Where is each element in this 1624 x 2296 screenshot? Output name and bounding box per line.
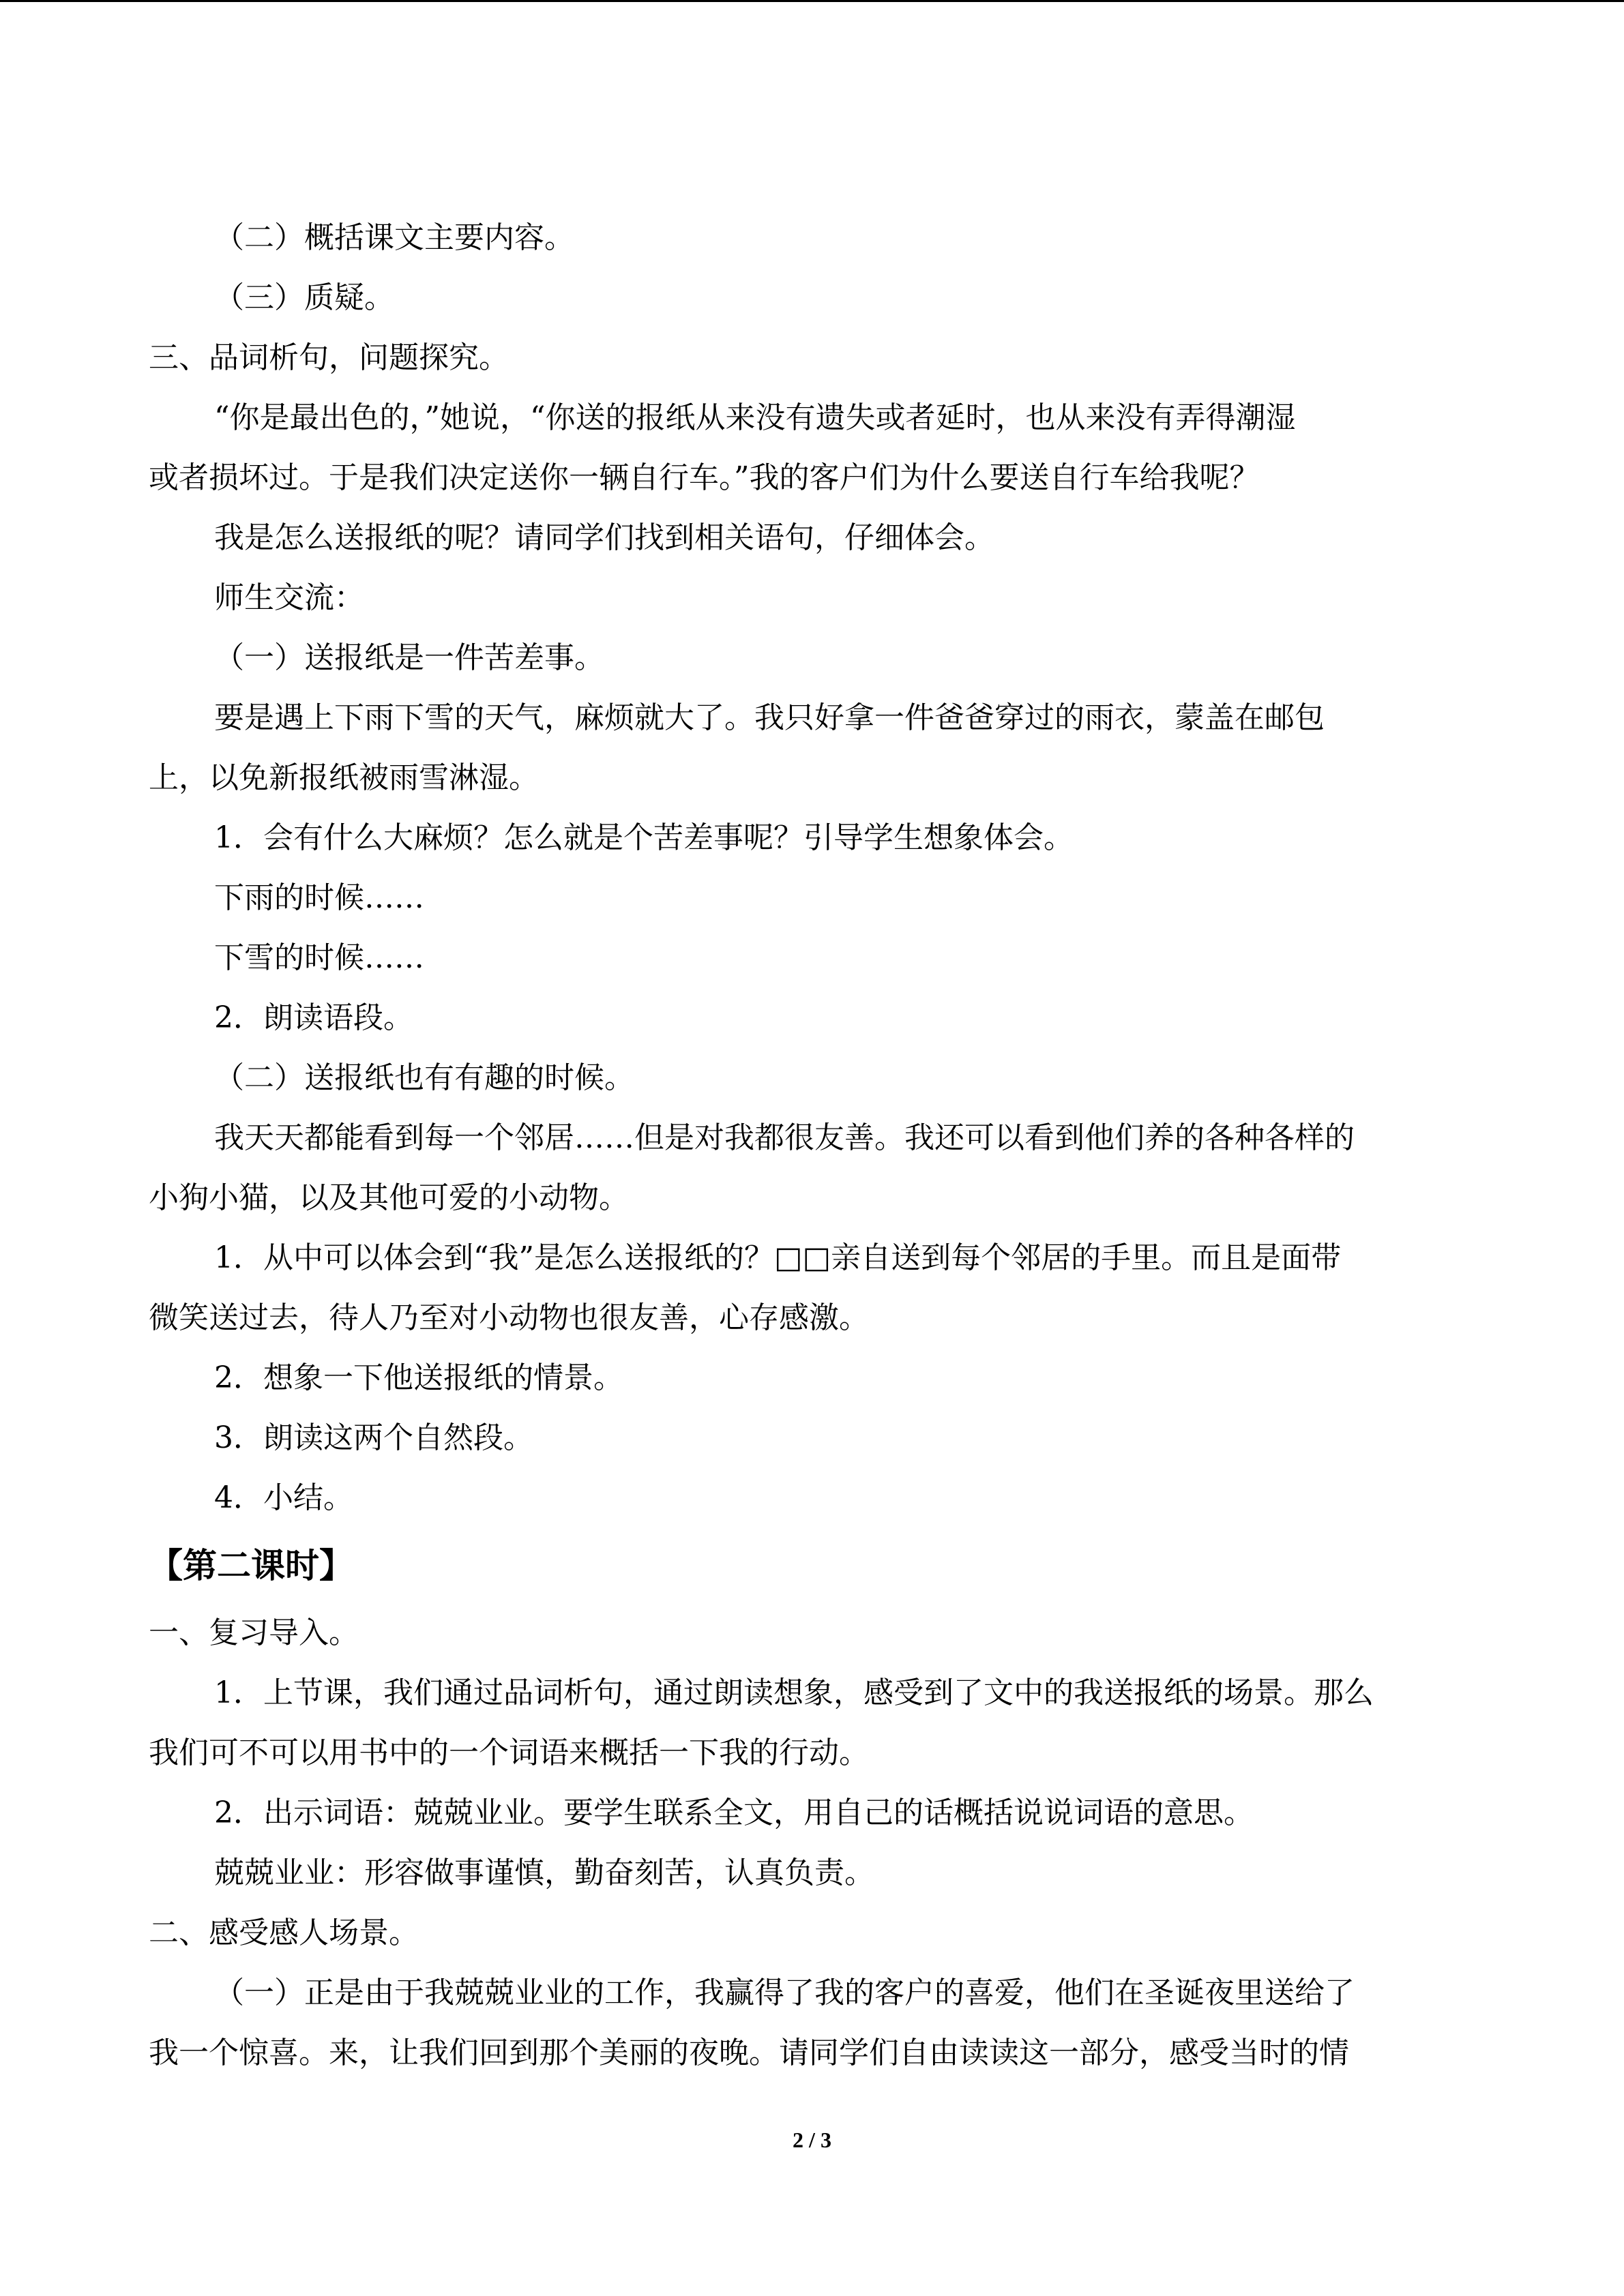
paragraph: 下雨的时候…… [214,880,424,915]
paragraph: 我天天都能看到每一个邻居……但是对我都很友善。我还可以看到他们养的各种各样的 [214,1120,1355,1155]
section-heading: 【第二课时】 [149,1546,353,1585]
paragraph: 我们可不可以用书中的一个词语来概括一下我的行动。 [149,1735,869,1770]
paragraph: 微笑送过去，待人乃至对小动物也很友善，心存感激。 [149,1300,869,1335]
paragraph: 1．上节课，我们通过品词析句，通过朗读想象，感受到了文中的我送报纸的场景。那么 [214,1675,1374,1710]
paragraph: 3．朗读这两个自然段。 [214,1420,533,1455]
paragraph: 2．想象一下他送报纸的情景。 [214,1360,623,1395]
paragraph: 小狗小猫，以及其他可爱的小动物。 [149,1180,629,1215]
paragraph: 师生交流： [214,580,364,615]
paragraph: （三）质疑。 [214,280,394,315]
paragraph: 要是遇上下雨下雪的天气，麻烦就大了。我只好拿一件爸爸穿过的雨衣，蒙盖在邮包 [214,700,1325,735]
paragraph: “你是最出色的，”她说，“你送的报纸从来没有遗失或者延时，也从来没有弄得潮湿 [214,400,1296,435]
paragraph: （一）正是由于我兢兢业业的工作，我赢得了我的客户的喜爱，他们在圣诞夜里送给了 [214,1976,1355,2010]
paragraph: （二）送报纸也有有趣的时候。 [214,1060,634,1095]
document-body [149,208,1475,2083]
paragraph: 我一个惊喜。来，让我们回到那个美丽的夜晚。请同学们自由读读这一部分，感受当时的情 [149,2036,1349,2070]
paragraph: 2．出示词语：兢兢业业。要学生联系全文，用自己的话概括说说词语的意思。 [214,1795,1254,1830]
page-number: 2 / 3 [793,2128,831,2152]
section-item: 二、感受感人场景。 [149,1915,419,1950]
paragraph: 4．小结。 [214,1480,353,1515]
top-border-line [0,0,1624,2]
paragraph: 兢兢业业：形容做事谨慎，勤奋刻苦，认真负责。 [214,1855,874,1890]
paragraph: （一）送报纸是一件苦差事。 [214,640,604,675]
paragraph: 或者损坏过。于是我们决定送你一辆自行车。”我的客户们为什么要送自行车给我呢？ [149,460,1260,495]
paragraph: （二）概括课文主要内容。 [214,220,574,255]
paragraph: 2．朗读语段。 [214,1000,413,1035]
paragraph: 下雪的时候…… [214,940,424,975]
paragraph: 1．会有什么大麻烦？怎么就是个苦差事呢？引导学生想象体会。 [214,820,1074,855]
paragraph: 我是怎么送报纸的呢？请同学们找到相关语句，仔细体会。 [214,520,994,555]
section-item: 一、复习导入。 [149,1615,359,1650]
paragraph: 上，以免新报纸被雨雪淋湿。 [149,760,539,795]
section-item: 三、品词析句，问题探究。 [149,340,509,375]
paragraph: 1．从中可以体会到“我”是怎么送报纸的？□□亲自送到每个邻居的手里。而且是面带 [214,1240,1342,1275]
